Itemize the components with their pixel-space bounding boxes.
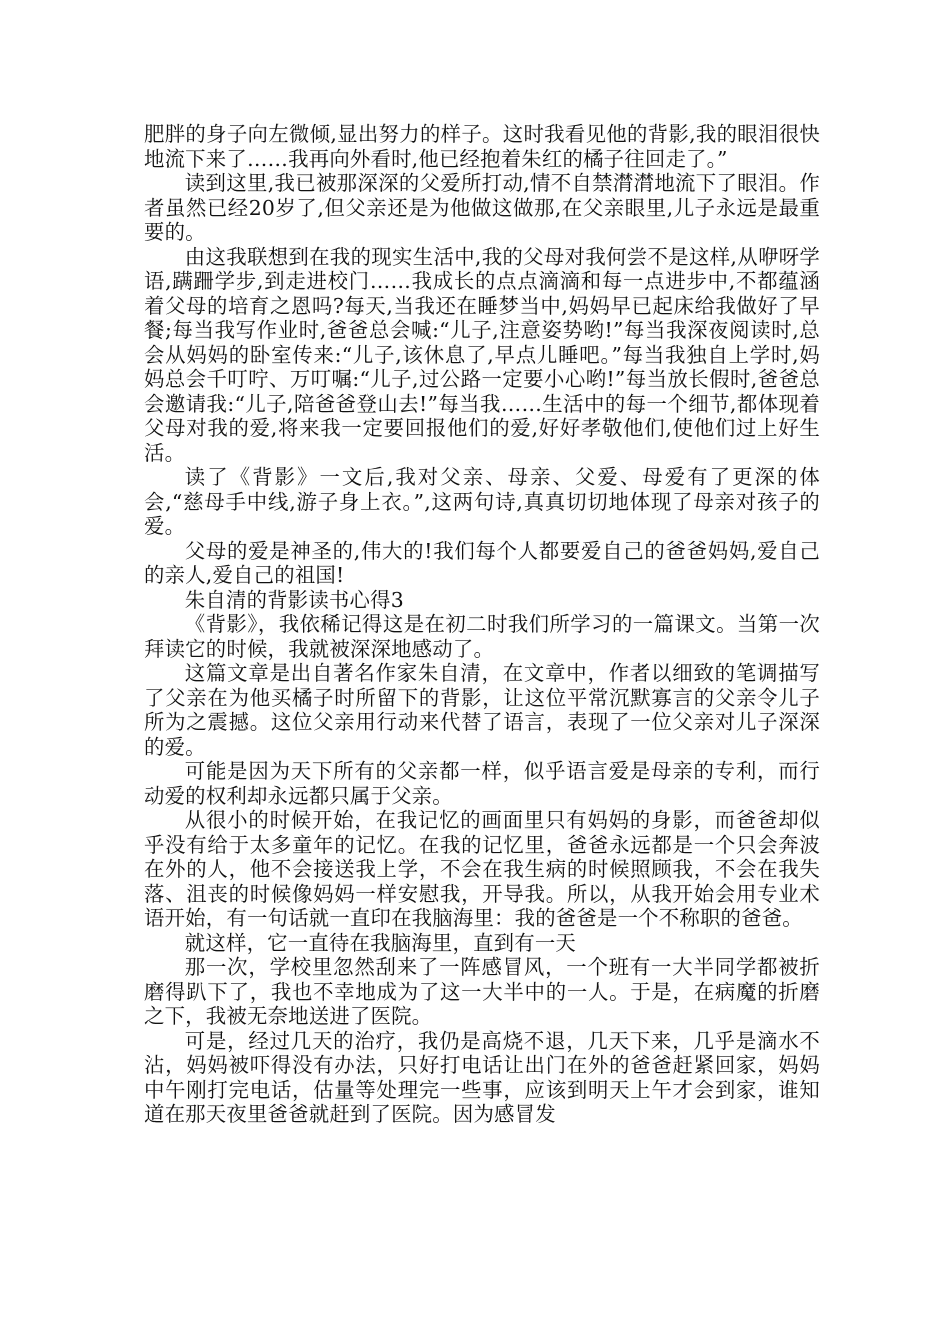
paragraph: 可能是因为天下所有的父亲都一样，似乎语言爱是母亲的专利，而行动爱的权利却永远都只属于父亲。 <box>144 759 820 808</box>
paragraph: 可是，经过几天的治疗，我仍是高烧不退，几天下来，几乎是滴水不沾，妈妈被吓得没有办法，只好打电话让出门在外的爸爸赶紧回家，妈妈中午刚打完电话，估量等处理完一些事，应该到明天上午才会到家，谁知道在那天夜里爸爸就赶到了医院。因为感冒发 <box>144 1028 820 1126</box>
section-heading: 朱自清的背影读书心得3 <box>184 587 404 612</box>
paragraph: 由这我联想到在我的现实生活中,我的父母对我何尝不是这样,从咿呀学语,蹒跚学步,到走进校门……我成长的点点滴滴和每一点进步中,不都蕴涵着父母的培育之恩吗?每天,当我还在睡梦当中,妈妈早已起床给我做好了早餐;每当我写作业时,爸爸总会喊:“儿子,注意姿势哟!”每当我深夜阅读时,总会从妈妈的卧室传来:“儿子,该休息了,早点儿睡吧。”每当我独自上学时,妈妈总会千叮咛、万叮嘱:“儿子,过公路一定要小心哟!”每当放长假时,爸爸总会邀请我:“儿子,陪爸爸登山去!”每当我……生活中的每一个细节,都体现着父母对我的爱,将来我一定要回报他们的爱,好好孝敬他们,使他们过上好生活。 <box>144 244 820 465</box>
paragraph: 就这样，它一直待在我脑海里，直到有一天 <box>184 930 577 955</box>
paragraph: 读到这里,我已被那深深的父爱所打动,情不自禁潸潸地流下了眼泪。作者虽然已经20岁了,但父亲还是为他做这做那,在父亲眼里,儿子永远是最重要的。 <box>144 171 820 244</box>
paragraph: 这篇文章是出自著名作家朱自清，在文章中，作者以细致的笔调描写了父亲在为他买橘子时所留下的背影，让这位平常沉默寡言的父亲令儿子所为之震撼。这位父亲用行动来代替了语言，表现了一位父亲对儿子深深的爱。 <box>144 661 820 759</box>
document-page <box>144 122 820 1127</box>
paragraph: 那一次，学校里忽然刮来了一阵感冒风，一个班有一大半同学都被折磨得趴下了，我也不幸地成为了这一大半中的一人。于是，在病魔的折磨之下，我被无奈地送进了医院。 <box>144 955 820 1028</box>
paragraph: 读了《背影》一文后,我对父亲、母亲、父爱、母爱有了更深的体会,“慈母手中线,游子身上衣。”,这两句诗,真真切切地体现了母亲对孩子的爱。 <box>144 465 820 538</box>
paragraph-continued: 肥胖的身子向左微倾,显出努力的样子。这时我看见他的背影,我的眼泪很快地流下来了……我再向外看时,他已经抱着朱红的橘子往回走了。” <box>144 122 820 171</box>
paragraph: 从很小的时候开始，在我记忆的画面里只有妈妈的身影，而爸爸却似乎没有给于太多童年的记忆。在我的记忆里，爸爸永远都是一个只会奔波在外的人，他不会接送我上学，不会在我生病的时候照顾我，不会在我失落、沮丧的时候像妈妈一样安慰我，开导我。所以，从我开始会用专业术语开始，有一句话就一直印在我脑海里：我的爸爸是一个不称职的爸爸。 <box>144 808 820 930</box>
paragraph: 父母的爱是神圣的,伟大的!我们每个人都要爱自己的爸爸妈妈,爱自己的亲人,爱自己的祖国! <box>144 538 820 587</box>
paragraph: 《背影》，我依稀记得这是在初二时我们所学习的一篇课文。当第一次拜读它的时候，我就被深深地感动了。 <box>144 612 820 661</box>
